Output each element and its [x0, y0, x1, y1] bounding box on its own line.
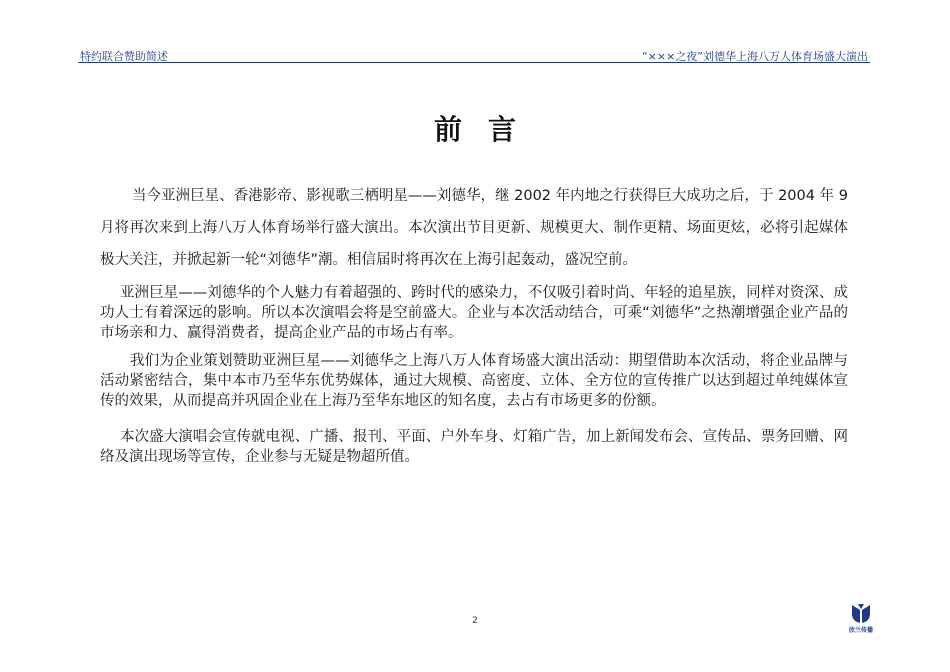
logo-text: 欣兰传播	[848, 627, 873, 634]
page-number: 2	[472, 616, 478, 626]
paragraph-2: 亚洲巨星——刘德华的个人魅力有着超强的、跨时代的感染力，不仅吸引着时尚、年轻的追星族，同样对资深、成功人士有着深远的影响。所以本次演唱会将是空前盛大。企业与本次活动结合，可乘“刘德华”之热潮增强企业产品的市场亲和力、赢得消费者，提高企业产品的市场占有率。	[100, 285, 848, 341]
tulip-logo-icon	[850, 604, 872, 624]
paragraph-1: 当今亚洲巨星、香港影帝、影视歌三栖明星——刘德华，继 2002 年内地之行获得巨大成功之后，于 2004 年 9 月将再次来到上海八万人体育场举行盛大演出。本次演出节目更新、规模更大、制作更精、场面更炫，必将引起媒体极大关注，并掀起新一轮“刘德华”潮。相信届时将再次在上海引起轰动，盛况空前。	[100, 188, 848, 268]
header-left-title: 特约联合赞助简述	[80, 50, 168, 63]
header-right-title: “×××之夜”刘德华上海八万人体育场盛大演出	[641, 50, 868, 63]
header-divider	[78, 62, 870, 63]
page-title: 前言	[433, 113, 542, 146]
paragraph-4: 本次盛大演唱会宣传就电视、广播、报刊、平面、户外车身、灯箱广告，加上新闻发布会、宣传品、票务回赠、网络及演出现场等宣传，企业参与无疑是物超所值。	[100, 429, 848, 465]
company-logo	[836, 604, 886, 634]
paragraph-3: 我们为企业策划赞助亚洲巨星——刘德华之上海八万人体育场盛大演出活动：期望借助本次活动，将企业品牌与活动紧密结合，集中本市乃至华东优势媒体，通过大规模、高密度、立体、全方位的宣传推广以达到超过单纯媒体宣传的效果，从而提高并巩固企业在上海乃至华东地区的知名度，去占有市场更多的份额。	[100, 353, 848, 409]
